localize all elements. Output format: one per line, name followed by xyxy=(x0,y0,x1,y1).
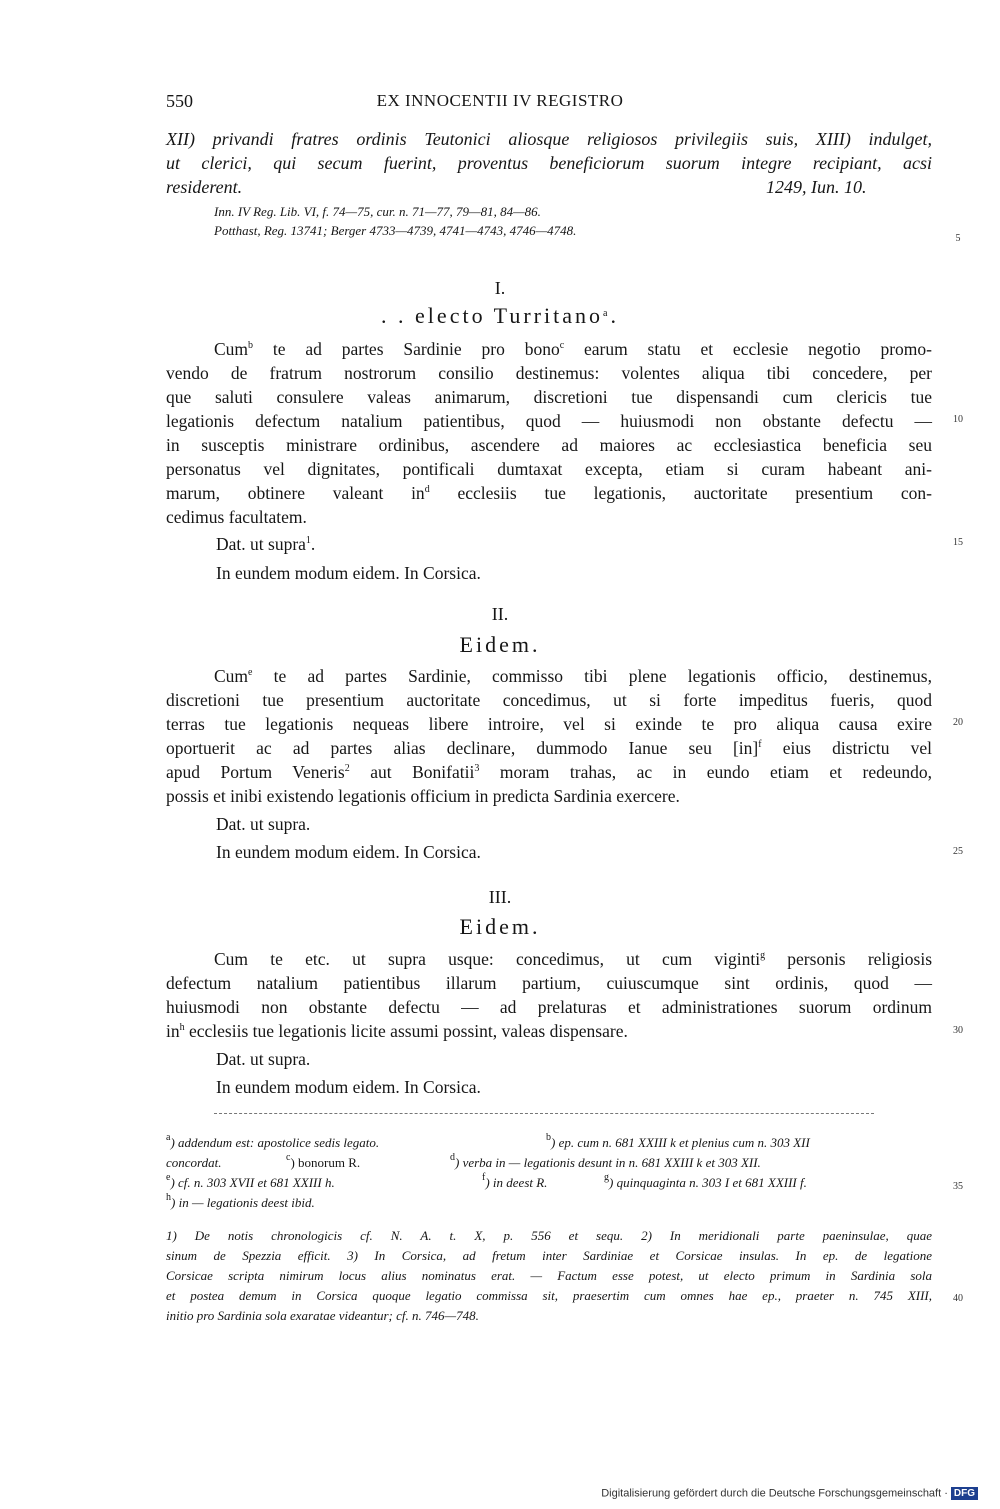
body-line: in susceptis ministrare ordinibus, ascendere ad maiores ac ecclesiastica beneficia seu xyxy=(166,435,932,455)
variant-note: ) quinquaginta n. 303 I et 681 XXIII f. xyxy=(609,1175,807,1190)
variant-note: ) verba in — legationis desunt in n. 681 XXIII k et 303 XII. xyxy=(455,1155,761,1170)
body-line: Cum te etc. ut supra usque: concedimus, ut cum viginti$^g$ personis religiosis xyxy=(214,949,933,969)
note-marker: h xyxy=(179,1022,185,1033)
in-eundem-line: In eundem modum eidem. In Corsica. xyxy=(216,1077,481,1097)
note-key: d xyxy=(450,1152,455,1163)
body-line: Cum$^b$ te ad partes Sardinie pro bono$^c$ earum statu et ecclesie negotio promo- xyxy=(214,339,932,359)
margin-line-number: 20 xyxy=(953,717,963,728)
note-key: a xyxy=(166,1132,171,1143)
variant-note: ) bonorum R. xyxy=(290,1155,361,1170)
letter-date: 1249, Iun. 10. xyxy=(766,177,867,197)
dfg-logo: DFG xyxy=(951,1487,978,1500)
margin-line-number: 25 xyxy=(953,846,963,857)
in-eundem-line: In eundem modum eidem. In Corsica. xyxy=(216,563,481,583)
explanatory-note-line: initio pro Sardinia sola exaratae videantur; cf. n. 746—748. xyxy=(166,1308,479,1323)
body-line: oportuerit ac ad partes alias declinare, dummodo Ianue seu [in]$^f$ eius districtu vel xyxy=(166,738,932,758)
note-key: b xyxy=(546,1132,551,1143)
note-key: e xyxy=(166,1172,171,1183)
letter-addressee: Eidem. xyxy=(459,632,541,657)
margin-line-number: 10 xyxy=(953,414,963,425)
body-line: Cum$^e$ te ad partes Sardinie, commisso tibi plene legationis officio, destinemus, xyxy=(214,666,932,686)
variant-note: concordat. xyxy=(166,1155,222,1170)
note-marker: 2 xyxy=(344,763,350,774)
note-marker: 1 xyxy=(305,535,311,546)
explanatory-note-line: et postea demum in Corsica quoque legatio commissa sit, praesertim cum omnes hae ep., praeter n. 745 XIII, xyxy=(166,1288,932,1303)
note-marker: c xyxy=(559,340,565,351)
explanatory-note-line: Corsicae scripta nimirum locus alius nominatus erat. — Factum esse potest, ut electo primum in Sardinia sola xyxy=(166,1268,932,1283)
body-line: marum, obtinere valeant $in^d$ ecclesiis tue legationis, auctoritate presentium con- xyxy=(166,483,932,503)
summary-last-line xyxy=(166,177,932,197)
explanatory-note-line: 1) De notis chronologicis cf. N. A. t. X, p. 556 et sequ. 2) In meridionali parte paeninsulae, quae xyxy=(166,1228,932,1243)
letter-addressee: Eidem. xyxy=(459,914,541,939)
dat-line: Dat. ut supra. xyxy=(216,814,311,834)
variant-note: ) in deest R. xyxy=(485,1175,548,1190)
margin-line-number: 40 xyxy=(953,1293,963,1304)
body-line: personatus vel dignitates, pontificali dumtaxat excepta, etiam si curam habeant ani- xyxy=(166,459,932,479)
note-marker: e xyxy=(248,667,253,678)
margin-line-number: 5 xyxy=(955,233,961,244)
in-eundem-line: In eundem modum eidem. In Corsica. xyxy=(216,842,481,862)
note-marker: a xyxy=(602,308,611,319)
body-line: defectum natalium patientibus illarum partium, cuiuscumque sint ordinis, quod — xyxy=(166,973,932,993)
body-line: cedimus facultatem. xyxy=(166,507,307,527)
variant-note: ) addendum est: apostolice sedis legato. xyxy=(170,1135,380,1150)
note-key: g xyxy=(604,1172,609,1183)
note-marker: d xyxy=(424,484,430,495)
letter-numeral: II. xyxy=(491,604,509,624)
letter-numeral: III. xyxy=(488,887,512,907)
letter-addressee: . . electo Turritano$^a$. xyxy=(381,303,619,328)
source-citation: Inn. IV Reg. Lib. VI, f. 74—75, cur. n. 71—77, 79—81, 84—86. xyxy=(214,204,541,219)
dat-line: Dat. ut supra. xyxy=(216,1049,311,1069)
credit-text: Digitalisierung gefördert durch die Deutsche Forschungsgemeinschaft · xyxy=(601,1487,948,1500)
note-marker: b xyxy=(248,340,254,351)
variant-note: ) in — legationis deest ibid. xyxy=(171,1195,315,1210)
addressee-text: . . electo Turritano xyxy=(381,303,603,328)
explanatory-note-line: sinum de Spezzia efficit. 3) In Corsica, ad fretum inter Sardiniae et Corsicae insulas. In ep. de legatione xyxy=(166,1248,932,1263)
running-title: EX INNOCENTII IV REGISTRO xyxy=(376,91,624,110)
note-key: h xyxy=(166,1192,171,1203)
letter-numeral: I. xyxy=(494,278,506,298)
margin-line-number: 30 xyxy=(953,1025,963,1036)
body-line: legationis defectum natalium patientibus, quod — huiusmodi non obstante defectu — xyxy=(166,411,932,431)
margin-line-number: 35 xyxy=(953,1181,963,1192)
body-line: $in^h$ ecclesiis tue legationis licite assumi possint, valeas dispensare. xyxy=(166,1021,628,1041)
variant-note: ) cf. n. 303 XVII et 681 XXIII h. xyxy=(170,1175,335,1190)
source-citation: Potthast, Reg. 13741; Berger 4733—4739, 4741—4743, 4746—4748. xyxy=(214,223,577,238)
summary-line: XII) privandi fratres ordinis Teutonici aliosque religiosos privilegiis suis, XIII) indulget, xyxy=(166,129,932,149)
note-key: c xyxy=(286,1152,291,1163)
body-line: terras tue legationis nequeas libere introire, vel si exinde te pro aliqua causa exire xyxy=(166,714,932,734)
note-key: f xyxy=(482,1172,486,1183)
body-line: que saluti consulere valeas animarum, discretioni tue dispensandi cum clericis tue xyxy=(166,387,932,407)
note-marker: 3 xyxy=(474,763,480,774)
note-marker: g xyxy=(760,950,766,961)
body-line: discretioni tue presentium auctoritate concedimus, ut si forte impeditus fueris, quod xyxy=(166,690,932,710)
page-number: 550 xyxy=(166,91,193,111)
margin-line-number: 15 xyxy=(953,537,963,548)
body-line: huiusmodi non obstante defectu — ad prelaturas et administrationes suorum ordinum xyxy=(166,997,932,1017)
digitization-credit xyxy=(601,1487,978,1500)
body-line: vendo de fratrum nostrorum consilio destinemus: volentes aliqua tibi concedere, per xyxy=(166,363,932,383)
note-marker: f xyxy=(758,739,762,750)
dat-line: Dat. ut supra$^1$. xyxy=(216,534,316,554)
variant-note: ) ep. cum n. 681 XXIII k et plenius cum n. 303 XII xyxy=(551,1135,810,1150)
footnote-separator xyxy=(214,1113,874,1114)
body-line: apud Portum Veneris$^2$ aut Bonifatii$^3$ moram trahas, ac in eundo etiam et redeundo, xyxy=(166,762,932,782)
body-line: possis et inibi existendo legationis officium in predicta Sardinia exercere. xyxy=(166,786,680,806)
summary-last-word: residerent. xyxy=(166,177,243,197)
summary-line: ut clerici, qui secum fuerint, proventus beneficiorum suorum integre recipiant, acsi xyxy=(166,153,932,173)
